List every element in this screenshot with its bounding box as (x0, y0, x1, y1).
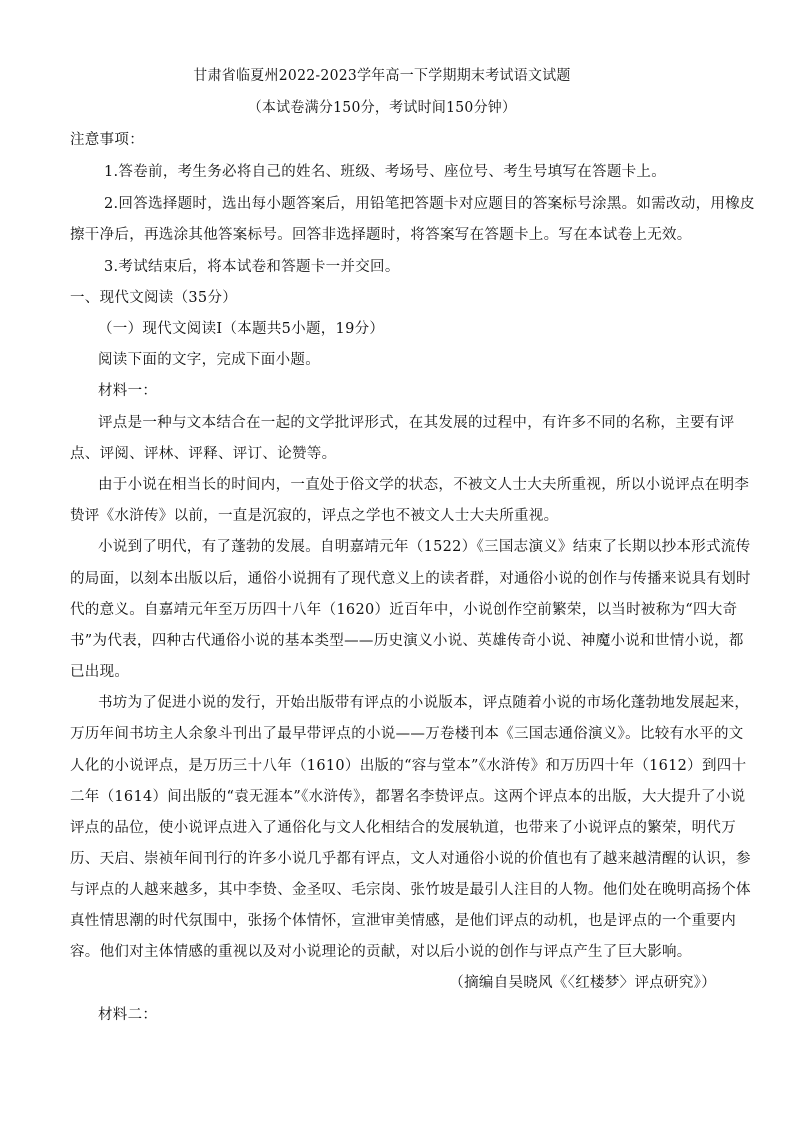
paragraph-line: 万历年间书坊主人余象斗刊出了最早带评点的小说——万卷楼刊本《三国志通俗演义》。比较有水平的文 (70, 726, 744, 742)
paragraph-line: 容。他们对主体情感的重视以及对小说理论的贡献，对以后小说的创作与评点产生了巨大影响。 (70, 944, 692, 960)
exam-title: 甘肃省临夏州2022-2023学年高一下学期期末考试语文试题 (193, 68, 571, 84)
paragraph-line: 真性情思潮的时代氛围中，张扬个体情怀，宣泄审美情感，是他们评点的动机，也是评点的一个重要内 (70, 913, 736, 929)
exam-subtitle: （本试卷满分150分，考试时间150分钟） (247, 100, 517, 116)
paragraph-line: 历、天启、崇祯年间刊行的许多小说几乎都有评点，文人对通俗小说的价值也有了越来越清醒的认识，参 (70, 851, 751, 867)
paragraph-line: 评点的品位，使小说评点进入了通俗化与文人化相结合的发展轨道，也带来了小说评点的繁荣，明代万 (70, 820, 736, 836)
paragraph-line: 评点是一种与文本结合在一起的文学批评形式，在其发展的过程中，有许多不同的名称，主要有评 (98, 415, 735, 431)
notice-item-1: 1.答卷前，考生务必将自己的姓名、班级、考场号、座位号、考生号填写在答题卡上。 (104, 164, 667, 180)
notice-item-3: 3.考试结束后，将本试卷和答题卡一并交回。 (104, 259, 400, 275)
paragraph-line: 由于小说在相当长的时间内，一直处于俗文学的状态，不被文人士大夫所重视，所以小说评点在明李 (98, 477, 750, 493)
paragraph-line: 二年（1614）间出版的“袁无涯本”《水浒传》，都署名李贽评点。这两个评点本的出版，大大提升了小说 (70, 789, 746, 805)
material-2-label: 材料二： (98, 1007, 158, 1023)
paragraph-line: 的局面，以刻本出版以后，通俗小说拥有了现代意义上的读者群，对通俗小说的创作与传播来说具有划时 (70, 571, 751, 587)
paragraph-line: 点、评阅、评林、评释、评订、论赞等。 (70, 446, 337, 462)
reading-instruction: 阅读下面的文字，完成下面小题。 (98, 352, 320, 368)
paragraph-line: 人化的小说评点，是万历三十八年（1610）出版的“容与堂本”《水浒传》和万历四十年（1612）到四十 (70, 758, 747, 774)
paragraph-line: 小说到了明代，有了蓬勃的发展。自明嘉靖元年（1522）《三国志演义》结束了长期以抄本形式流传 (98, 539, 751, 555)
paragraph-line: 书坊为了促进小说的发行，开始出版带有评点的小说版本，评点随着小说的市场化蓬勃地发展起来， (98, 695, 750, 711)
paragraph-line: 书”为代表，四种古代通俗小说的基本类型——历史演义小说、英雄传奇小说、神魔小说和世情小说，都 (70, 633, 744, 649)
material-1-label: 材料一： (98, 383, 158, 399)
notice-item-2-line-2: 擦干净后，再选涂其他答案标号。回答非选择题时，将答案写在答题卡上。写在本试卷上无效。 (70, 227, 692, 243)
paragraph-line: 与评点的人越来越多，其中李贽、金圣叹、毛宗岗、张竹坡是最引人注目的人物。他们处在晚明高扬个体 (70, 882, 751, 898)
paragraph-line: 代的意义。自嘉靖元年至万历四十八年（1620）近百年中，小说创作空前繁荣，以当时被称为“四大奇 (70, 602, 738, 618)
notice-item-2-line-1: 2.回答选择题时，选出每小题答案后，用铅笔把答题卡对应题目的答案标号涂黑。如需改动，用橡皮 (104, 196, 755, 212)
section-heading: 一、现代文阅读（35分） (70, 290, 238, 306)
paragraph-line: 贽评《水浒传》以前，一直是沉寂的，评点之学也不被文人士大夫所重视。 (70, 508, 559, 524)
source-citation: （摘编自吴晓风《〈红楼梦〉评点研究》） (449, 975, 716, 991)
notice-heading: 注意事项： (70, 132, 144, 148)
paragraph-line: 已出现。 (70, 664, 130, 680)
section-subheading: （一）现代文阅读Ⅰ（本题共5小题，19分） (98, 321, 385, 337)
